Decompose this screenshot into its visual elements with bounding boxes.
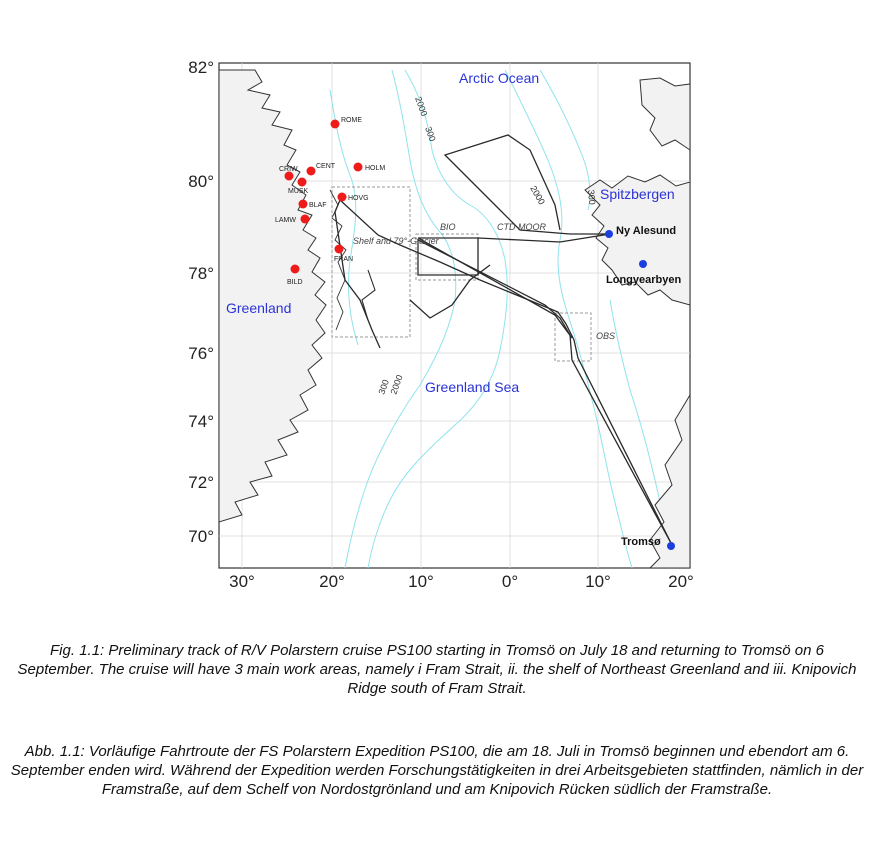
station-dot-bild xyxy=(291,265,300,274)
station-label-fran: FRAN xyxy=(334,256,354,263)
lat-tick-label: 80° xyxy=(188,172,214,191)
station-dot-musk xyxy=(298,178,307,187)
lon-tick-label: 0° xyxy=(501,572,519,591)
lon-tick-label: 20° xyxy=(319,572,345,591)
lon-tick-label: 20° xyxy=(668,572,694,591)
station-label-lamw: LAMW xyxy=(275,217,296,224)
place-label-arctic-ocean: Arctic Ocean xyxy=(459,70,540,86)
lat-tick-label: 70° xyxy=(188,527,214,546)
place-label-greenland: Greenland xyxy=(226,300,292,316)
station-dot-lamw xyxy=(301,215,310,224)
station-label-holm: HOLM xyxy=(365,165,386,172)
figure-caption-english: Fig. 1.1: Preliminary track of R/V Polarstern cruise PS100 starting in Tromsö on July 18 and returning to Tromsö on 6 September. The cruise will have 3 main work areas, namely i Fram Strait, ii. the shelf of Northeast Greenland and iii. Knipovich Ridge south of Fram Strait. xyxy=(17,642,857,697)
place-label-greenland-sea: Greenland Sea xyxy=(425,379,520,395)
lon-tick-label: 10° xyxy=(408,572,434,591)
area-label-shelf: Shelf and 79°-Glacier xyxy=(353,236,439,246)
contour-label: 300 xyxy=(376,378,392,396)
lat-tick-label: 74° xyxy=(188,412,214,431)
station-dot-holm xyxy=(354,163,363,172)
lat-tick-label: 72° xyxy=(188,473,214,492)
station-dot-cent xyxy=(307,167,316,176)
city-label-ny-alesund: Ny Alesund xyxy=(616,225,677,237)
station-label-hovg: HOVG xyxy=(348,195,369,202)
place-label-spitzbergen: Spitzbergen xyxy=(600,186,675,202)
city-dot-longyearbyen xyxy=(639,260,647,268)
station-label-blaf: BLAF xyxy=(309,202,327,209)
city-label-longyearbyen: Longyearbyen xyxy=(606,274,682,286)
city-label-tromso: Tromsø xyxy=(621,536,661,548)
lat-tick-label: 78° xyxy=(188,264,214,283)
contour-label: 300 xyxy=(423,125,438,143)
figure-caption-german: Abb. 1.1: Vorläufige Fahrtroute der FS Polarstern Expedition PS100, die am 18. Juli in Tromsö beginnen und ebendort am 6. September enden wird. Während der Expedition werden Forschungstätigkeiten in drei Arbeitsgebieten stattfinden, nämlich in der Framstraße, auf dem Schelf von Nordostgrönland und am Knipovich Rücken südlich der Framstraße. xyxy=(10,743,864,798)
area-label-bio: BIO xyxy=(440,222,456,232)
area-label-obs: OBS xyxy=(596,331,616,341)
lon-tick-label: 10° xyxy=(585,572,611,591)
station-dot-fran xyxy=(335,245,344,254)
contour-label: 2000 xyxy=(388,373,405,396)
lat-tick-label: 76° xyxy=(188,344,214,363)
station-label-criw: CRIW xyxy=(279,166,298,173)
station-dot-blaf xyxy=(299,200,308,209)
station-label-rome: ROME xyxy=(341,117,362,124)
contour-label: 2000 xyxy=(528,184,547,207)
station-label-musk: MUSK xyxy=(288,188,309,195)
contour-label: 2000 xyxy=(413,95,430,118)
station-dot-rome xyxy=(331,120,340,129)
station-label-bild: BILD xyxy=(287,279,303,286)
station-label-cent: CENT xyxy=(316,163,336,170)
station-dot-hovg xyxy=(338,193,347,202)
city-dot-tromso xyxy=(667,542,675,550)
contour-label: 300 xyxy=(586,189,598,206)
lat-tick-label: 82° xyxy=(188,58,214,77)
lon-tick-label: 30° xyxy=(229,572,255,591)
area-label-ctd-moor: CTD MOOR xyxy=(497,222,546,232)
city-dot-ny-alesund xyxy=(605,230,613,238)
